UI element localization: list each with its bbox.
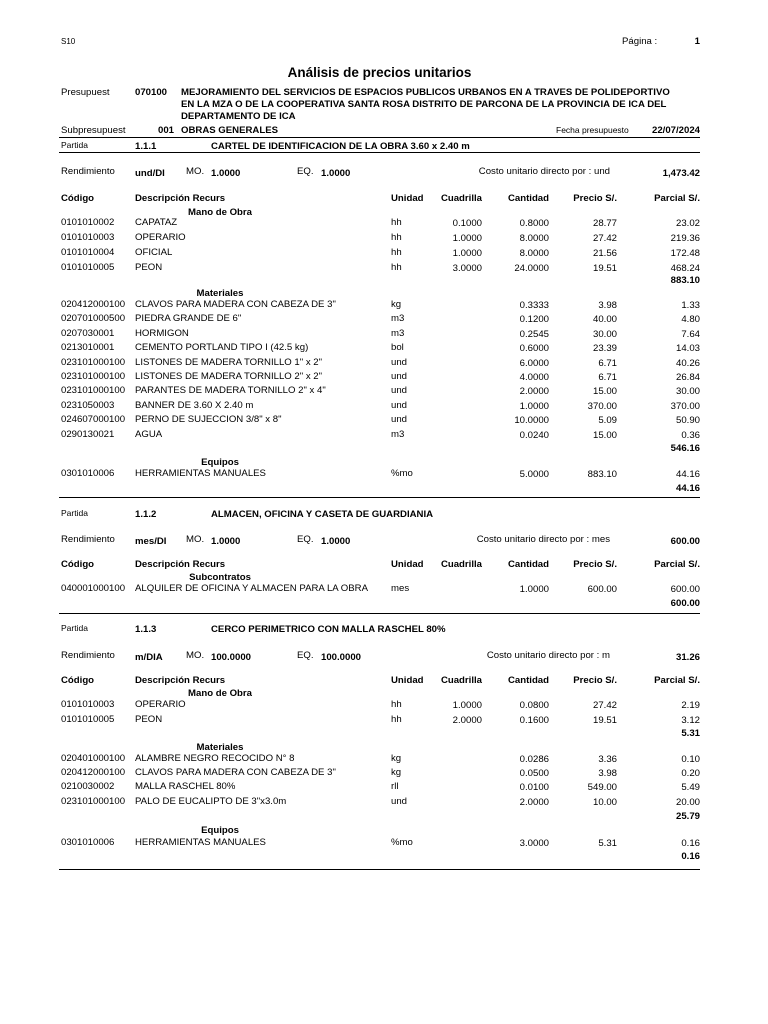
item-parcial: 0.36 [681,430,700,441]
item-description: HERRAMIENTAS MANUALES [135,837,266,848]
item-description: PALO DE EUCALIPTO DE 3"x3.0m [135,796,287,807]
item-precio: 28.77 [592,218,617,229]
item-parcial: 44.16 [675,469,700,480]
page-title: Análisis de precios unitarios [287,65,472,80]
item-cantidad: 0.6000 [519,343,549,354]
item-parcial: 40.26 [675,358,700,369]
rendimiento-unit: und/DI [135,168,165,179]
item-description: OPERARIO [135,699,186,710]
item-code: 0290130021 [61,429,115,440]
item-code: 024607000100 [61,414,126,425]
item-parcial: 172.48 [670,248,700,259]
presupuesto-desc-line3: DEPARTAMENTO DE ICA [181,111,296,122]
item-description: PEON [135,714,163,725]
mo-value: 100.0000 [211,652,252,663]
eq-label: EQ. [297,534,314,545]
item-unit: und [391,357,408,368]
item-parcial: 600.00 [670,584,700,595]
fecha-label: Fecha presupuesto [556,125,629,135]
item-unit: hh [391,217,402,228]
rendimiento-unit: mes/DI [135,536,167,547]
item-description: BANNER DE 3.60 X 2.40 m [135,400,254,411]
item-unit: und [391,385,408,396]
eq-value: 100.0000 [321,652,362,663]
item-cantidad: 3.0000 [519,838,549,849]
item-description: OFICIAL [135,247,173,258]
col-header-cantidad: Cantidad [507,559,549,570]
item-code: 0101010005 [61,714,115,725]
item-cantidad: 0.1200 [519,314,549,325]
item-unit: bol [391,342,404,353]
col-header-codigo: Código [61,559,95,570]
mo-label: MO. [186,650,205,661]
item-parcial: 370.00 [670,401,700,412]
presupuesto-desc-line2: EN LA MZA O DE LA COOPERATIVA SANTA ROSA DISTRITO DE PARCONA DE LA PROVINCIA DE ICA DEL [181,99,667,110]
item-parcial: 50.90 [675,415,700,426]
col-header-codigo: Código [61,193,95,204]
item-cantidad: 8.0000 [519,248,549,259]
item-code: 0213010001 [61,342,115,353]
item-description: AGUA [135,429,163,440]
item-precio: 23.39 [592,343,617,354]
item-unit: und [391,414,408,425]
col-header-cantidad: Cantidad [507,193,549,204]
partida-title: ALMACEN, OFICINA Y CASETA DE GUARDIANIA [211,509,434,520]
item-parcial: 468.24 [670,263,700,274]
item-precio: 3.98 [598,768,617,779]
item-code: 0231050003 [61,400,115,411]
item-code: 020701000500 [61,313,126,324]
item-parcial: 2.19 [681,700,700,711]
item-precio: 15.00 [592,386,617,397]
item-cantidad: 24.0000 [514,263,549,274]
item-parcial: 23.02 [675,218,700,229]
item-precio: 21.56 [592,248,617,259]
group-subtotal: 44.16 [675,483,700,494]
item-cantidad: 5.0000 [519,469,549,480]
item-parcial: 7.64 [681,329,700,340]
item-code: 020401000100 [61,753,126,764]
item-parcial: 0.20 [681,768,700,779]
item-cantidad: 0.0240 [519,430,549,441]
item-code: 0301010006 [61,468,115,479]
costo-unitario-label: Costo unitario directo por : mes [476,534,610,545]
item-precio: 30.00 [592,329,617,340]
group-title: Equipos [201,457,239,468]
mo-value: 1.0000 [211,168,241,179]
item-description: OPERARIO [135,232,186,243]
item-precio: 40.00 [592,314,617,325]
item-unit: hh [391,247,402,258]
item-parcial: 14.03 [675,343,700,354]
costo-unitario-value: 31.26 [675,652,700,663]
item-description: CEMENTO PORTLAND TIPO I (42.5 kg) [135,342,309,353]
costo-unitario-value: 1,473.42 [662,168,700,179]
item-precio: 15.00 [592,430,617,441]
item-precio: 5.31 [598,838,617,849]
item-unit: m3 [391,328,405,339]
group-subtotal: 0.16 [681,851,700,862]
partida-code: 1.1.3 [135,624,157,635]
group-title: Materiales [196,288,244,299]
group-title: Mano de Obra [188,688,252,699]
item-cantidad: 0.0100 [519,782,549,793]
item-precio: 6.71 [598,358,617,369]
item-code: 040001000100 [61,583,126,594]
item-description: LISTONES DE MADERA TORNILLO 1" x 2" [135,357,323,368]
group-title: Subcontratos [189,572,251,583]
item-unit: kg [391,299,402,310]
item-cantidad: 2.0000 [519,797,549,808]
item-parcial: 1.33 [681,300,700,311]
item-description: ALAMBRE NEGRO RECOCIDO N° 8 [135,753,295,764]
item-code: 023101000100 [61,357,126,368]
item-unit: und [391,400,408,411]
item-unit: m3 [391,429,405,440]
col-header-descripcion: Descripción Recurs [135,193,226,204]
group-title: Mano de Obra [188,207,252,218]
item-cuadrilla: 1.0000 [452,233,482,244]
partida-divider [59,497,700,498]
col-header-descripcion: Descripción Recurs [135,559,226,570]
item-unit: m3 [391,313,405,324]
item-unit: hh [391,714,402,725]
item-precio: 5.09 [598,415,617,426]
col-header-unidad: Unidad [391,675,424,686]
mo-value: 1.0000 [211,536,241,547]
rendimiento-label: Rendimiento [61,650,115,661]
item-precio: 883.10 [587,469,617,480]
col-header-parcial: Parcial S/. [654,675,700,686]
col-header-cuadrilla: Cuadrilla [440,675,482,686]
item-unit: %mo [391,468,413,479]
item-cantidad: 0.0286 [519,754,549,765]
item-unit: kg [391,753,402,764]
item-description: PEON [135,262,163,273]
partida-title: CARTEL DE IDENTIFICACION DE LA OBRA 3.60 x 2.40 m [211,141,470,152]
item-cuadrilla: 0.1000 [452,218,482,229]
item-unit: rll [391,781,399,792]
item-precio: 3.98 [598,300,617,311]
col-header-cuadrilla: Cuadrilla [440,193,482,204]
item-precio: 3.36 [598,754,617,765]
mo-label: MO. [186,166,205,177]
partida-code: 1.1.2 [135,509,157,520]
item-code: 0101010003 [61,699,115,710]
item-cantidad: 8.0000 [519,233,549,244]
item-unit: %mo [391,837,413,848]
item-code: 0101010002 [61,217,115,228]
col-header-unidad: Unidad [391,559,424,570]
item-code: 0101010005 [61,262,115,273]
partida-code: 1.1.1 [135,141,157,152]
subpresupuesto-desc: OBRAS GENERALES [181,125,279,136]
group-subtotal: 546.16 [670,443,700,454]
item-description: PIEDRA GRANDE DE 6" [135,313,242,324]
item-cantidad: 4.0000 [519,372,549,383]
item-code: 020412000100 [61,299,126,310]
item-code: 0210030002 [61,781,115,792]
item-parcial: 5.49 [681,782,700,793]
partida-title: CERCO PERIMETRICO CON MALLA RASCHEL 80% [211,624,446,635]
group-subtotal: 5.31 [681,728,700,739]
rendimiento-unit: m/DIA [135,652,163,663]
presupuesto-desc-line1: MEJORAMIENTO DEL SERVICIOS DE ESPACIOS PUBLICOS URBANOS EN A TRAVES DE POLIDEPORTIVO [181,87,670,98]
subpresupuesto-label: Subpresupuest [61,125,126,136]
item-description: LISTONES DE MADERA TORNILLO 2" x 2" [135,371,323,382]
item-code: 0301010006 [61,837,115,848]
item-parcial: 26.84 [675,372,700,383]
page-number: 1 [694,36,700,47]
item-precio: 549.00 [587,782,617,793]
item-precio: 600.00 [587,584,617,595]
eq-label: EQ. [297,650,314,661]
item-cantidad: 0.2545 [519,329,549,340]
group-title: Materiales [196,742,244,753]
costo-unitario-value: 600.00 [670,536,700,547]
partida-divider [59,869,700,870]
presupuesto-code: 070100 [135,87,168,98]
report-code: S10 [61,37,76,46]
item-unit: mes [391,583,410,594]
item-cantidad: 1.0000 [519,401,549,412]
eq-value: 1.0000 [321,536,351,547]
item-cantidad: 0.1600 [519,715,549,726]
item-parcial: 219.36 [670,233,700,244]
item-precio: 10.00 [592,797,617,808]
item-description: HERRAMIENTAS MANUALES [135,468,266,479]
item-cantidad: 0.3333 [519,300,549,311]
item-precio: 370.00 [587,401,617,412]
item-cuadrilla: 1.0000 [452,700,482,711]
item-cantidad: 0.0500 [519,768,549,779]
subpresupuesto-code: 001 [158,125,175,136]
item-cuadrilla: 2.0000 [452,715,482,726]
item-description: PARANTES DE MADERA TORNILLO 2" x 4" [135,385,326,396]
item-precio: 6.71 [598,372,617,383]
col-header-precio: Precio S/. [573,559,617,570]
item-code: 0207030001 [61,328,115,339]
rendimiento-label: Rendimiento [61,166,115,177]
costo-unitario-label: Costo unitario directo por : m [486,650,610,661]
item-cantidad: 2.0000 [519,386,549,397]
col-header-codigo: Código [61,675,95,686]
rendimiento-label: Rendimiento [61,534,115,545]
costo-unitario-label: Costo unitario directo por : und [478,166,610,177]
item-precio: 19.51 [592,715,617,726]
eq-label: EQ. [297,166,314,177]
col-header-descripcion: Descripción Recurs [135,675,226,686]
group-subtotal: 25.79 [675,811,700,822]
item-cantidad: 0.8000 [519,218,549,229]
col-header-unidad: Unidad [391,193,424,204]
item-cuadrilla: 1.0000 [452,248,482,259]
item-cantidad: 1.0000 [519,584,549,595]
item-unit: und [391,371,408,382]
item-parcial: 20.00 [675,797,700,808]
item-code: 020412000100 [61,767,126,778]
partida-divider [59,613,700,614]
item-description: PERNO DE SUJECCION 3/8" x 8" [135,414,282,425]
col-header-cuadrilla: Cuadrilla [440,559,482,570]
fecha-value: 22/07/2024 [651,125,700,136]
item-parcial: 4.80 [681,314,700,325]
item-parcial: 0.16 [681,838,700,849]
item-code: 0101010003 [61,232,115,243]
item-unit: kg [391,767,402,778]
item-description: CLAVOS PARA MADERA CON CABEZA DE 3" [135,767,336,778]
group-subtotal: 883.10 [670,275,700,286]
page-label: Página : [622,36,658,47]
item-description: CLAVOS PARA MADERA CON CABEZA DE 3" [135,299,336,310]
item-precio: 19.51 [592,263,617,274]
partida-label: Partida [61,140,88,150]
item-precio: 27.42 [592,700,617,711]
group-title: Equipos [201,825,239,836]
item-cantidad: 10.0000 [514,415,549,426]
item-code: 023101000100 [61,385,126,396]
item-precio: 27.42 [592,233,617,244]
item-unit: hh [391,262,402,273]
item-parcial: 0.10 [681,754,700,765]
group-subtotal: 600.00 [670,598,700,609]
item-cantidad: 0.0800 [519,700,549,711]
item-cantidad: 6.0000 [519,358,549,369]
item-description: MALLA RASCHEL 80% [135,781,236,792]
partida-label: Partida [61,508,88,518]
item-code: 023101000100 [61,371,126,382]
item-unit: und [391,796,408,807]
col-header-precio: Precio S/. [573,675,617,686]
col-header-precio: Precio S/. [573,193,617,204]
col-header-parcial: Parcial S/. [654,559,700,570]
col-header-parcial: Parcial S/. [654,193,700,204]
item-cuadrilla: 3.0000 [452,263,482,274]
mo-label: MO. [186,534,205,545]
item-unit: hh [391,232,402,243]
item-description: ALQUILER DE OFICINA Y ALMACEN PARA LA OBRA [135,583,368,594]
item-code: 0101010004 [61,247,115,258]
item-parcial: 3.12 [681,715,700,726]
col-header-cantidad: Cantidad [507,675,549,686]
item-parcial: 30.00 [675,386,700,397]
partida-title-underline [59,152,700,153]
partida-label: Partida [61,623,88,633]
item-description: HORMIGON [135,328,189,339]
header-divider [59,137,700,138]
item-unit: hh [391,699,402,710]
eq-value: 1.0000 [321,168,351,179]
presupuesto-label: Presupuest [61,87,110,98]
item-code: 023101000100 [61,796,126,807]
item-description: CAPATAZ [135,217,178,228]
